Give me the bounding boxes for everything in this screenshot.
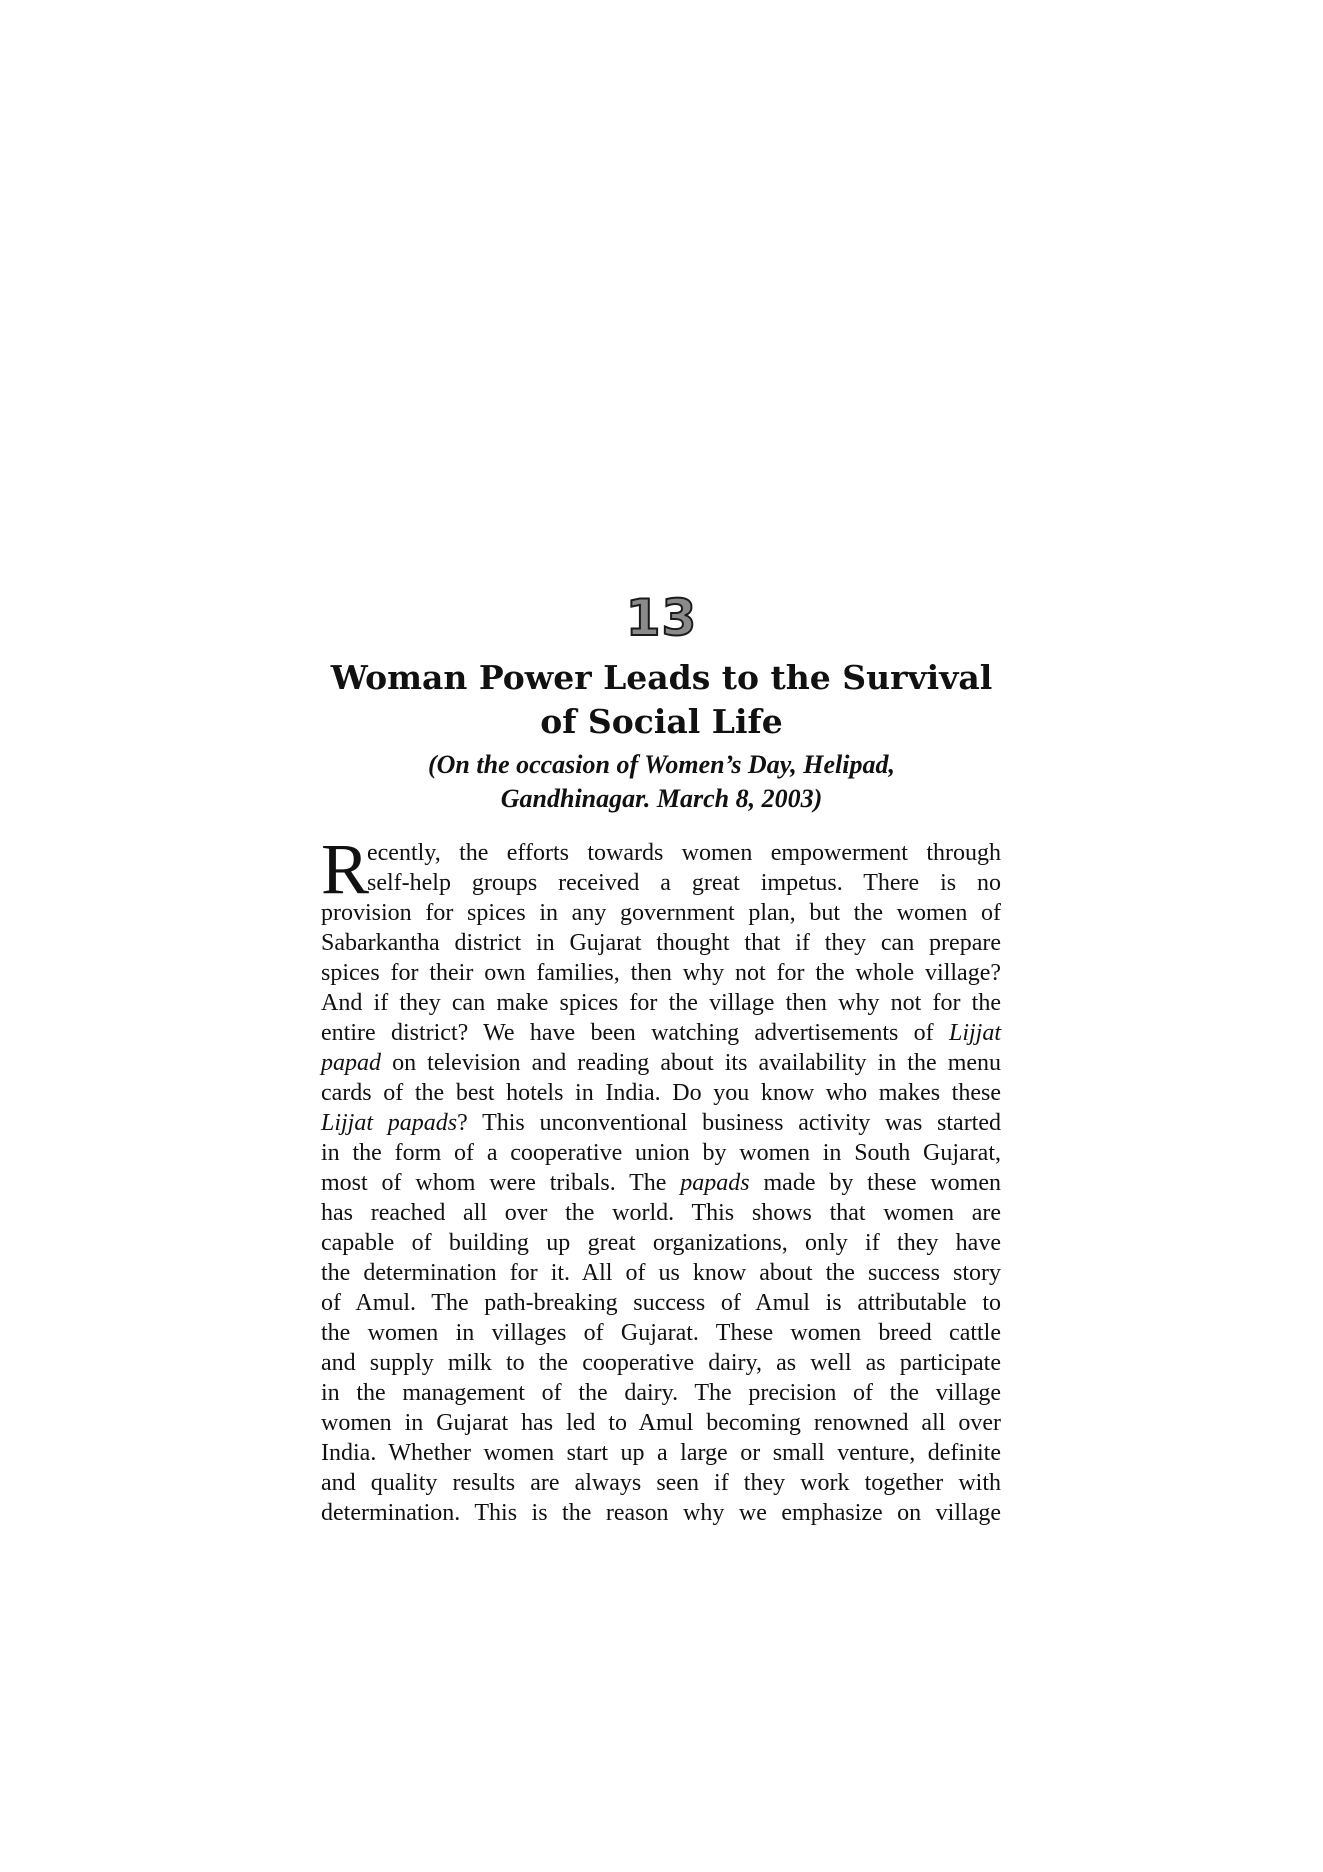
body-line: and quality results are always seen if they work together with (321, 1470, 1001, 1496)
chapter-title (0, 656, 1323, 744)
chapter-subtitle (0, 748, 1323, 816)
body-line-text: ? This unconventional business activity was started (457, 1110, 1002, 1136)
body-line: provision for spices in any government plan, but the women of (321, 900, 1001, 926)
body-paragraph (321, 829, 1002, 1528)
body-line: spices for their own families, then why not for the whole village? (321, 960, 1001, 986)
body-line-text: most of whom were tribals. The (321, 1170, 667, 1196)
body-line (321, 1048, 1001, 1078)
body-line: self-help groups received a great impetus. There is no (367, 870, 1001, 896)
body-line: cards of the best hotels in India. Do you know who makes these (321, 1080, 1001, 1106)
body-line: the determination for it. All of us know about the success story (321, 1260, 1001, 1286)
body-line: ecently, the efforts towards women empowerment through (367, 840, 1001, 866)
body-line (321, 1018, 1001, 1048)
body-line: in the management of the dairy. The precision of the village (321, 1380, 1001, 1406)
body-line: India. Whether women start up a large or small venture, definite (321, 1440, 1001, 1466)
body-line: women in Gujarat has led to Amul becoming renowned all over (321, 1410, 1001, 1436)
italic-term: papads (680, 1170, 750, 1196)
body-line: Sabarkantha district in Gujarat thought that if they can prepare (321, 930, 1001, 956)
body-line: capable of building up great organizations, only if they have (321, 1230, 1001, 1256)
italic-term: Lijjat (948, 1020, 1002, 1046)
chapter-subtitle-line-1: (On the occasion of Women’s Day, Helipad, (427, 750, 895, 779)
body-line: in the form of a cooperative union by women in South Gujarat, (321, 1140, 1001, 1166)
body-line (321, 1108, 1001, 1138)
body-line: and supply milk to the cooperative dairy, as well as participate (321, 1350, 1001, 1376)
body-line: of Amul. The path-breaking success of Amul is attributable to (321, 1290, 1001, 1316)
body-line-text: made by these women (763, 1170, 1002, 1196)
body-line (321, 1168, 1001, 1198)
body-line: And if they can make spices for the village then why not for the (321, 990, 1001, 1016)
body-line: determination. This is the reason why we emphasize on village (321, 1500, 1001, 1526)
body-line-text: on television and reading about its availability in the menu (392, 1050, 1002, 1076)
body-line-text: entire district? We have been watching advertisements of (321, 1020, 934, 1046)
body-line: the women in villages of Gujarat. These women breed cattle (321, 1320, 1001, 1346)
chapter-title-line-1: Woman Power Leads to the Survival (330, 658, 993, 697)
italic-term: Lijjat papads (321, 1110, 458, 1136)
body-line: has reached all over the world. This shows that women are (321, 1200, 1001, 1226)
chapter-number: 13 (625, 589, 698, 647)
chapter-title-line-2: of Social Life (540, 702, 783, 741)
italic-term: papad (321, 1050, 381, 1076)
drop-cap: R (321, 829, 370, 909)
chapter-subtitle-line-2: Gandhinagar. March 8, 2003) (500, 784, 823, 813)
